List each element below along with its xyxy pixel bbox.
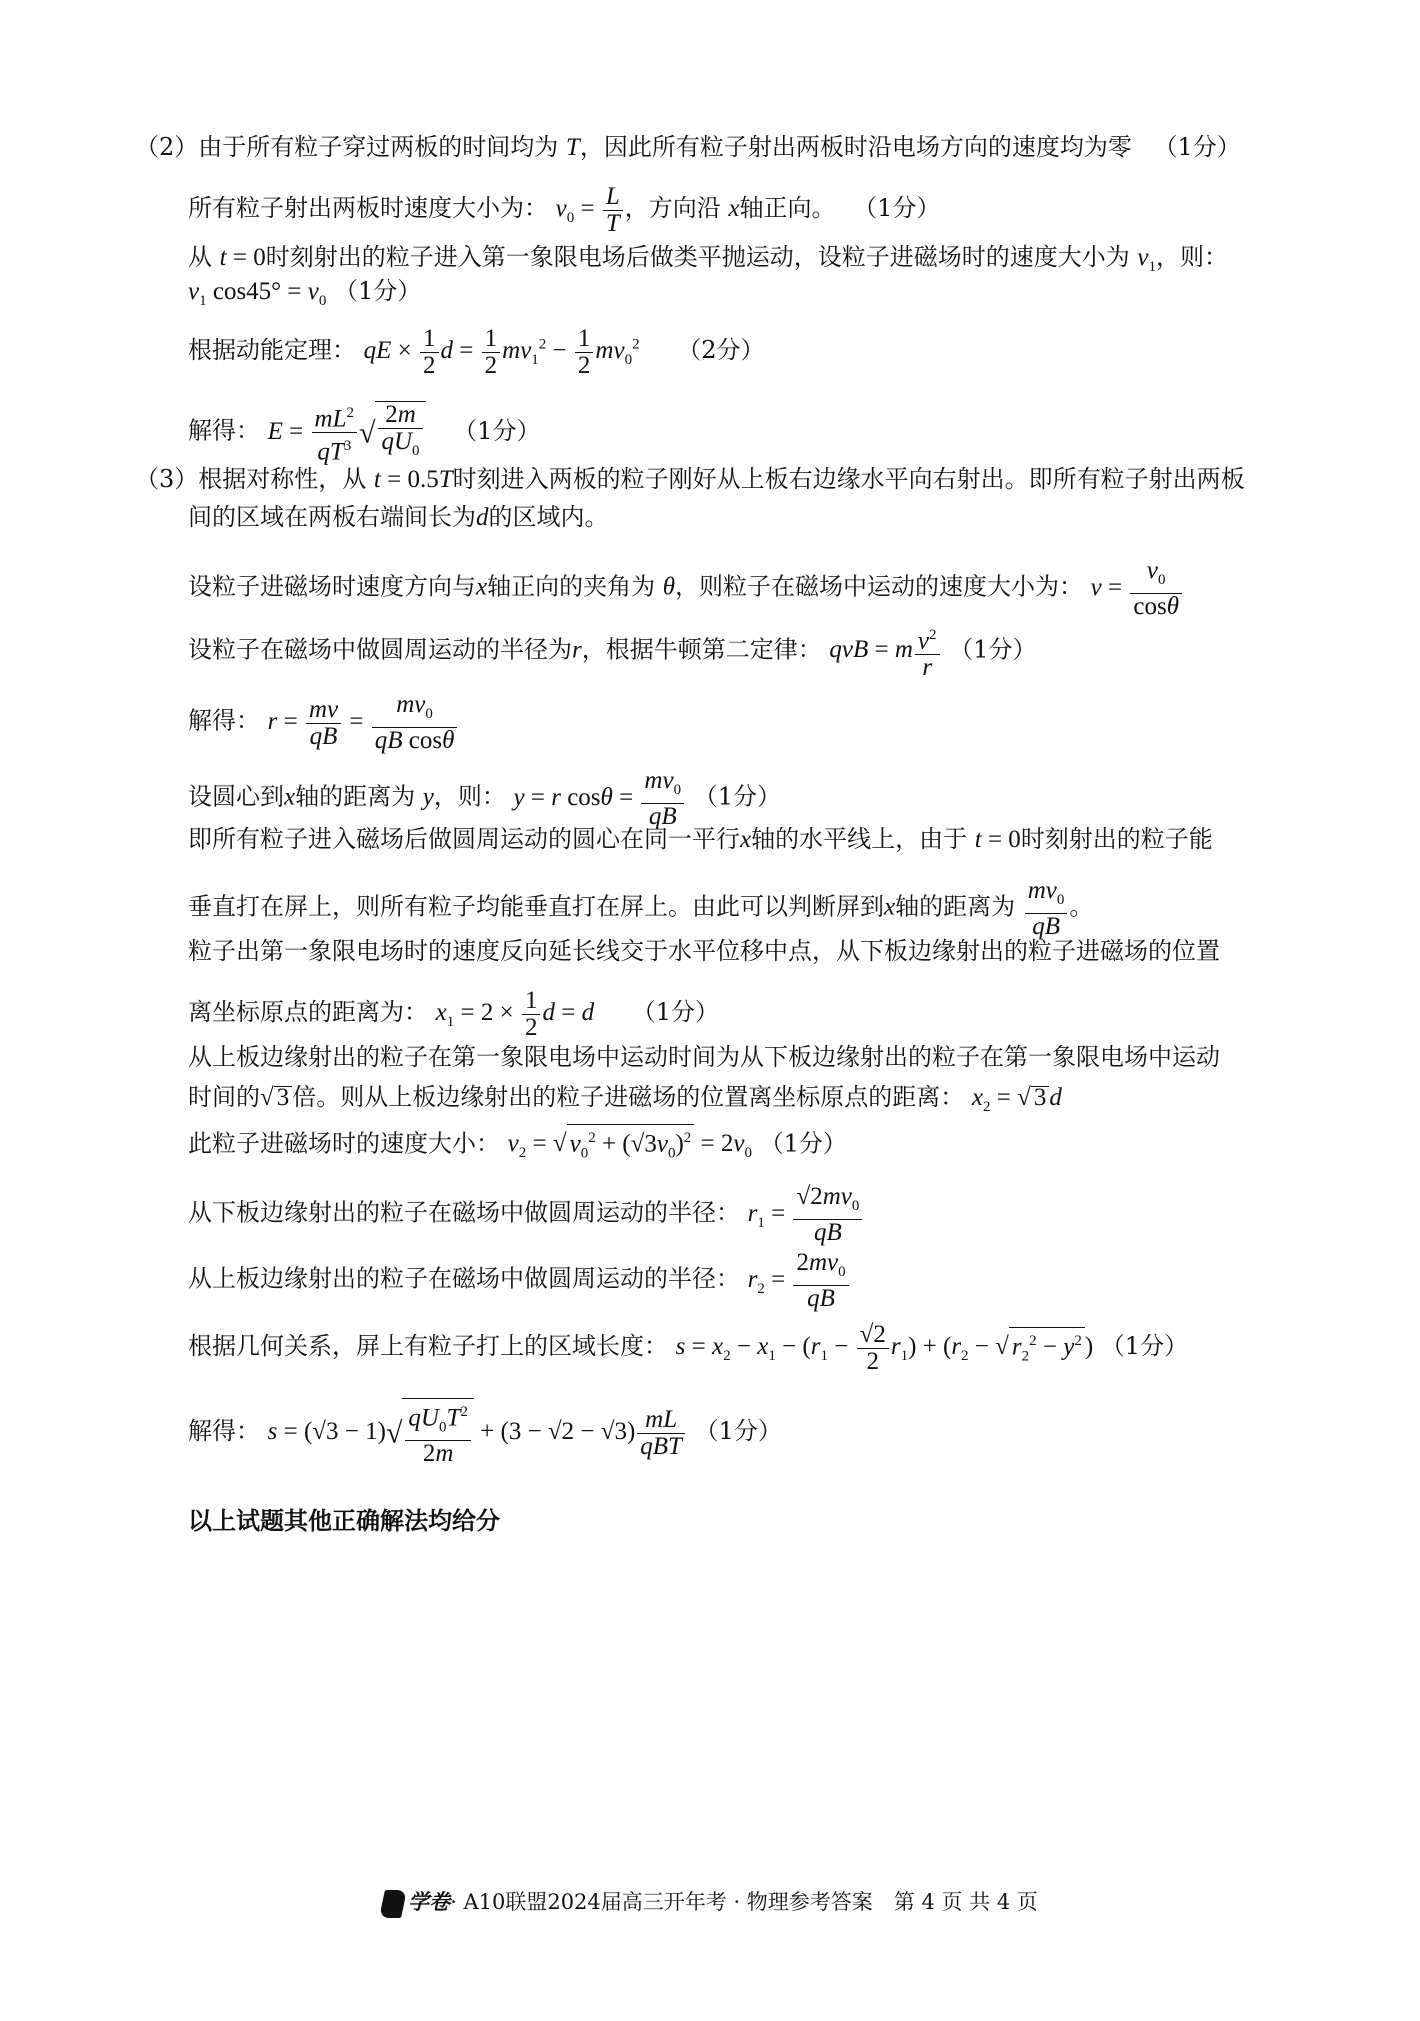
brand-name: 学卷 (408, 1889, 451, 1914)
closing-note: 以上试题其他正确解法均给分 (188, 1507, 500, 1535)
part3-line-4: 设粒子在磁场中做圆周运动的半径为r，根据牛顿第二定律： qvB = m $\frac{v^2}{r}$ （1分） (188, 622, 1036, 681)
score: （1分） (1153, 133, 1241, 161)
score: （1分） (1100, 1332, 1189, 1361)
formula-v0: $v_0$ = $\frac{L}{T}$ (556, 195, 625, 222)
score: （1分） (693, 782, 781, 811)
symbol-T: T (565, 134, 580, 161)
score: （1分） (453, 416, 541, 445)
part3-line-3: 设粒子进磁场时速度方向与x轴正向的夹角为 θ，则粒子在磁场中运动的速度大小为： v = $\frac{v_0}{\cos\theta}$ (188, 558, 1184, 620)
part3-line-9: 粒子出第一象限电场时的速度反向延长线交于水平位移中点，从下板边缘射出的粒子进磁场的位置 (188, 937, 1220, 965)
part3-line-16: 根据几何关系，屏上有粒子打上的区域长度： $s = x_2 - x_1 - (r_1$ − $\frac{√2}{2}$ $r_1) + (r_2$ − √ $r_2^2 - y^2$ ) （1分） (188, 1321, 1189, 1375)
page-footer (0, 1886, 1420, 1918)
formula-radius: r = $\frac{mv}{qB}$ = $\frac{mv_0}{\text{qB cosθ}}$ (268, 708, 460, 735)
formula-velocity: v = $\frac{v_0}{\cos\theta}$ (1091, 574, 1184, 601)
formula-v2: $v_2$ = √ $v_0^2 + (√3v_0)^2 = 2v_0$ (508, 1130, 752, 1157)
part3-line-5: 解得： r = $\frac{mv}{qB}$ = $\frac{mv_0}{\text{qB cosθ}}$ (188, 692, 459, 754)
part2-line-1: （2）由于所有粒子穿过两板的时间均为 T，因此所有粒子射出两板时沿电场方向的速度均为零 （1分） (135, 133, 1241, 161)
score: （1分） (949, 635, 1037, 664)
part2-label: （2） (135, 133, 199, 161)
part3-line-10: 离坐标原点的距离为： $x_1 = 2$ × $\frac{1}{2}$ d = d （1分） (188, 987, 719, 1041)
score: （1分） (694, 1416, 782, 1445)
part2-line-3: 从 t = 0时刻射出的粒子进入第一象限电场后做类平抛运动，设粒子进磁场时的速度大小为 $v_1$，则： (188, 243, 1228, 275)
score: （2分） (677, 336, 765, 365)
footer-text: · A10联盟2024届高三开年考 · 物理参考答案 第 4 页 共 4 页 (450, 1890, 1038, 1914)
part3-line-7: 即所有粒子进入磁场后做圆周运动的圆心在同一平行x轴的水平线上，由于 t = 0时刻射出的粒子能 (188, 825, 1213, 853)
part3-line-1: （3）根据对称性，从 t = 0.5T时刻进入两板的粒子刚好从上板右边缘水平向右射出。即所有粒子射出两板 (135, 465, 1245, 493)
part3-line-13: 此粒子进磁场时的速度大小： $v_2$ = √ $v_0^2 + (√3v_0)^2 = 2v_0$ （1分） (188, 1124, 847, 1170)
part3-line-15: 从上板边缘射出的粒子在磁场中做圆周运动的半径： $r_2$ = $\frac{2mv_0}{qB}$ (188, 1250, 851, 1312)
score: （1分） (759, 1129, 847, 1158)
part2-line-5: 根据动能定理： qE × $\frac{1}{2}$ d = $\frac{1}{2}$ $mv_1^2$ − $\frac{1}{2}$ $mv_0^2$ （2分） (188, 325, 765, 379)
part3-line-8: 垂直打在屏上，则所有粒子均能垂直打在屏上。由此可以判断屏到x轴的距离为 $\frac{mv_0}{qB}$ 。 (188, 877, 1094, 940)
part3-line-11: 从上板边缘射出的粒子在第一象限电场中运动时间为从下板边缘射出的粒子在第一象限电场中运动 (188, 1043, 1220, 1071)
part2-line-6: 解得： E = $\frac{mL^2}{qT^3}$ √ $\frac{2m}{qU_0}$ （1分） (188, 400, 541, 466)
score: （1分） (334, 277, 422, 305)
formula-x1: $x_1 = 2$ × $\frac{1}{2}$ d = d (435, 987, 595, 1041)
formula-x2: $x_2$ = √ 3 d (971, 1084, 1062, 1115)
formula-newton: qvB = m $\frac{v^2}{r}$ (829, 636, 941, 663)
part2-line-2: 所有粒子射出两板时速度大小为： $v_0$ = $\frac{L}{T}$ ，方向沿 x轴正向。 （1分） (188, 183, 941, 237)
formula-s: $s = x_2 - x_1 - (r_1$ − $\frac{√2}{2}$ $r_1) + (r_2$ − √ $r_2^2 - y^2$ ) (675, 1321, 1094, 1375)
part3-line-6: 设圆心到x轴的距离为 y，则： y = r cosθ = $\frac{mv_0}{qB}$ （1分） (188, 767, 781, 830)
formula-kinetic-energy: qE × $\frac{1}{2}$ d = $\frac{1}{2}$ $mv_1^2$ − $\frac{1}{2}$ $mv_0^2$ (363, 325, 640, 379)
score: （1分） (853, 194, 941, 223)
part3-label: （3） (135, 465, 199, 493)
part3-line-17: 解得： s = (√3 − 1)√ $\frac{qU_0T^2}{2m}$ + (3 − √2 − √3) $\frac{mL}{\text{qBT}}$ （1分） (188, 1398, 782, 1467)
formula-cos45: $v_1$ $\cos 45^\circ = v_0$ (188, 278, 327, 309)
formula-s-result: s = (√3 − 1)√ $\frac{qU_0T^2}{2m}$ + (3 − √2 − √3) $\frac{mL}{\text{qBT}}$ (268, 1418, 687, 1445)
part3-line-12: 时间的√ 3 倍。则从上板边缘射出的粒子进磁场的位置离坐标原点的距离： $x_2$ = √ 3 d (188, 1083, 1062, 1115)
brand-logo-icon (379, 1890, 407, 1918)
part3-line-2: 间的区域在两板右端间长为d的区域内。 (188, 503, 609, 531)
formula-r1: $r_1$ = $\frac{√2mv_0}{qB}$ (748, 1200, 865, 1227)
score: （1分） (631, 998, 719, 1027)
formula-r2: $r_2$ = $\frac{2mv_0}{qB}$ (748, 1266, 851, 1293)
formula-E: E = $\frac{mL^2}{qT^3}$ √ $\frac{2m}{qU_0}$ (268, 418, 426, 445)
part2-line-4 (188, 274, 421, 318)
formula-y: y = r cosθ = $\frac{mv_0}{qB}$ (514, 784, 687, 811)
part3-line-14: 从下板边缘射出的粒子在磁场中做圆周运动的半径： $r_1$ = $\frac{√2mv_0}{qB}$ (188, 1184, 864, 1246)
